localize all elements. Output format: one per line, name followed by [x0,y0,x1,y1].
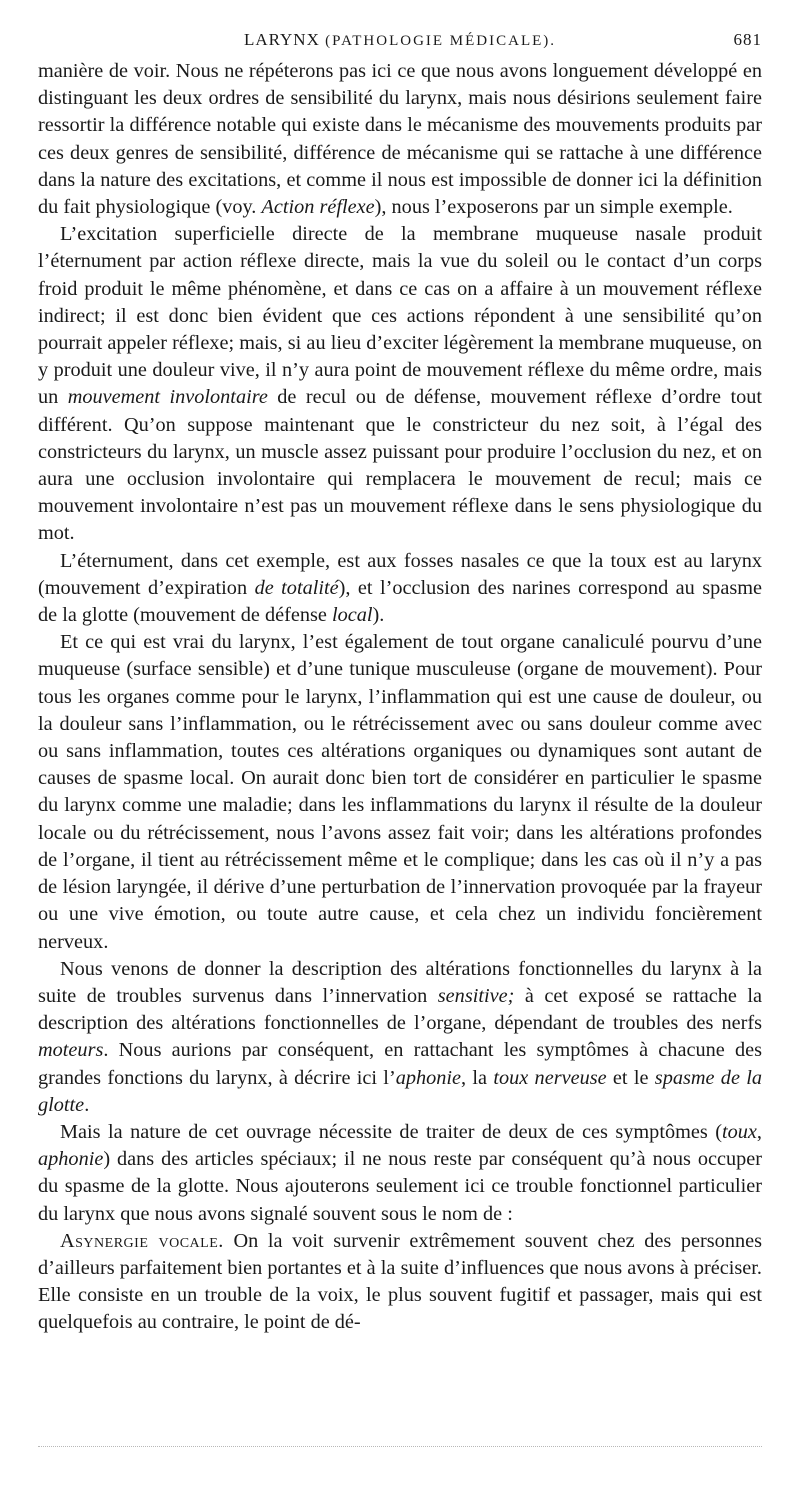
paragraph [38,629,762,955]
paragraph-text: ), et l’occlusion des narines correspond au spasme de la glotte (mouvement de défense [38,576,762,627]
italic-text: toux [722,1120,757,1143]
paragraph [38,956,762,1119]
running-title [244,30,556,50]
paragraph [38,221,762,547]
paragraph-text: On la voit survenir extrêmement souvent chez des personnes d’ailleurs parfaitement bien portantes et à la suite d’influences que nous avons à préciser. Elle consiste en un trouble de la voix, le plus souvent fugitif et passager, mais qui est quelquefois au contraire, le point de dé- [38,1229,763,1334]
running-title-sub: (PATHOLOGIE MÉDICALE). [325,33,557,49]
italic-text: toux nerveuse [493,1066,607,1089]
paragraph-text: Mais la nature de cet ouvrage nécessite de traiter de deux de ces symptômes ( [60,1120,722,1143]
paragraph-text: L’excitation superficielle directe de la membrane muqueuse nasale produit l’éternument par action réflexe directe, mais la vue du soleil ou le contact d’un corps froid produit le même phénomène, et dans ce cas on a affaire à un mouvement réflexe indirect; il est donc bien évident que ces actions répondent à une sensibilité qu’on pourrait appeler réflexe; mais, si au lieu d’exciter légèrement la membrane muqueuse, on y produit une douleur vive, il n’y aura point de mouvement réflexe du même ordre, mais un [38,223,762,409]
bottom-rule [38,1446,762,1447]
paragraph-text: à cet exposé se rattache la description des altérations fonctionnelles de l’organe, dépendant de troubles des nerfs [38,984,762,1035]
body-text [38,58,762,1337]
paragraph-text: , la [461,1066,494,1089]
paragraph-text: L’éternument, dans cet exemple, est aux fosses nasales ce que la toux est au larynx (mouvement d’expiration [38,549,762,599]
paragraph [38,548,762,630]
paragraph-text: ), nous l’exposerons par un simple exemple. [374,196,733,219]
paragraph-text: manière de voir. Nous ne répéterons pas ici ce que nous avons longuement développé en distinguant les deux ordres de sensibilité du larynx, mais nous désirions seulement faire ressortir la différence notable qui existe dans le mécanisme des mouvements produits par ces deux genres de sensibilité, différence de mécanisme qui se rattache à une différence dans la nature des excitations, et comme il nous est impossible de donner ici la définition du fait physiologique (voy. [38,60,762,219]
paragraph-text: , [756,1120,762,1143]
italic-text: de totalité [254,576,339,599]
italic-text: sensitive; [437,984,515,1007]
paragraph [38,1228,762,1337]
paragraph-text: de recul ou de défense, mouvement réflexe d’ordre tout différent. Qu’on suppose maintenant que le constricteur du nez soit, à l’égal des constricteurs du larynx, un muscle assez puissant pour produire l’occlusion du nez, et on aura une occlusion involontaire qui remplacera le mouvement de recul; mais ce mouvement involontaire n’est pas un mouvement réflexe dans le sens physiologique du mot. [38,386,763,545]
paragraph [38,1119,762,1228]
paragraph-text: . Nous aurions par conséquent, en rattachant les symptômes à chacune des grandes fonctions du larynx, à décrire ici l’ [38,1039,762,1089]
paragraph-text: ). [372,604,385,627]
paragraph-text: et le [606,1066,655,1089]
paragraph-text: Et ce qui est vrai du larynx, l’est également de tout organe canaliculé pourvu d’une muqueuse (surface sensible) et d’une tunique musculeuse (organe de mouvement). Pour tous les organes comme pour le larynx, l’inflammation qui est une cause de douleur, ou la douleur sans l’inflammation, ou le rétrécissement avec ou sans douleur comme avec ou sans inflammation, toutes ces altérations organiques ou dynamiques sont autant de causes de spasme local. On aurait donc bien tort de considérer en particulier le spasme du larynx comme une maladie; dans les inflammations du larynx il résulte de la douleur locale ou du rétrécissement, nous l’avons assez fait voir; dans les altérations profondes de l’organe, il tient au rétrécissement même et le complique; dans les cas où il n’y a pas de lésion laryngée, il dérive d’une perturbation de l’innervation provoquée par la frayeur ou une vive émotion, ou toute autre cause, et cela chez un individu foncièrement nerveux. [38,631,762,953]
paragraph [38,58,762,221]
paragraph-text: Nous venons de donner la description des altérations fonctionnelles du larynx à la suite de troubles survenus dans l’innervation [38,957,762,1007]
italic-text: Action réflexe [261,196,375,219]
paragraph-text: ) dans des articles spéciaux; il ne nous reste par conséquent qu’à nous occuper du spasme de la glotte. Nous ajouterons seulement ici ce trouble fonctionnel particulier du larynx que nous avons signalé souvent sous le nom de : [38,1148,762,1225]
running-header [38,30,762,58]
section-heading: Asynergie vocale. [60,1229,224,1252]
italic-text: mouvement involontaire [67,386,268,409]
italic-text: aphonie [38,1148,104,1171]
italic-text: local [331,604,373,627]
italic-text: aphonie [395,1066,462,1089]
italic-text: spasme de la glotte [38,1066,763,1116]
page-number: 681 [733,30,762,49]
italic-text: moteurs [38,1039,104,1062]
running-title-main: LARYNX [243,30,320,49]
paragraph-text: . [84,1093,90,1116]
